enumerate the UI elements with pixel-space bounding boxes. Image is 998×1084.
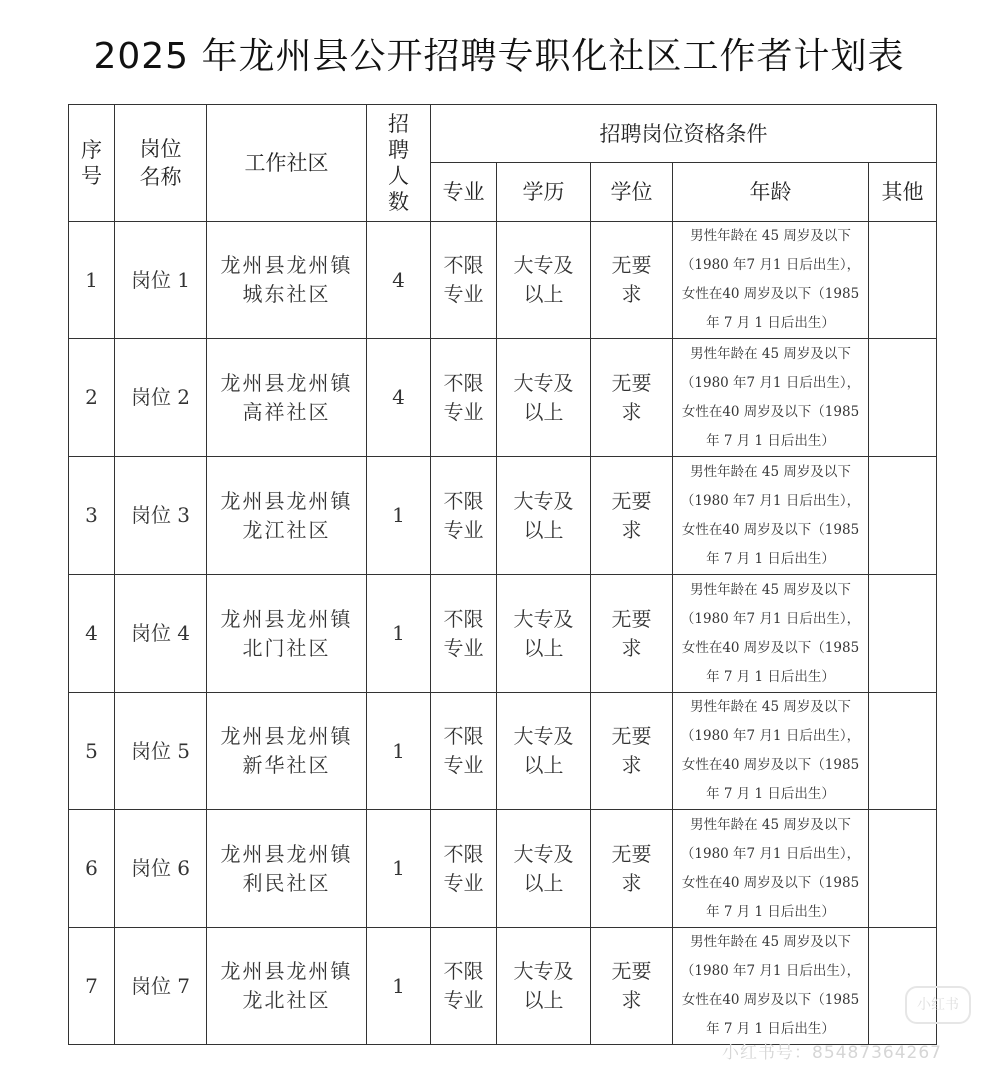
cell-community: 龙州县龙州镇北门社区	[207, 575, 367, 693]
cell-other	[869, 810, 937, 928]
cell-post: 岗位 2	[115, 339, 207, 457]
header-post-name: 岗位名称	[115, 105, 207, 222]
cell-education: 大专及以上	[497, 457, 591, 575]
cell-post: 岗位 1	[115, 222, 207, 339]
cell-age: 男性年龄在 45 周岁及以下 （1980 年7 月1 日后出生）， 女性在40 周岁及以下（1985 年 7 月 1 日后出生）	[673, 575, 869, 693]
cell-major: 不限专业	[431, 928, 497, 1045]
cell-age: 男性年龄在 45 周岁及以下 （1980 年7 月1 日后出生）， 女性在40 周岁及以下（1985 年 7 月 1 日后出生）	[673, 928, 869, 1045]
cell-education: 大专及以上	[497, 575, 591, 693]
cell-age: 男性年龄在 45 周岁及以下 （1980 年7 月1 日后出生）， 女性在40 周岁及以下（1985 年 7 月 1 日后出生）	[673, 457, 869, 575]
header-recruit-count: 招聘人数	[367, 105, 431, 222]
cell-community: 龙州县龙州镇城东社区	[207, 222, 367, 339]
header-age: 年龄	[673, 163, 869, 222]
cell-degree: 无要求	[591, 575, 673, 693]
cell-degree: 无要求	[591, 222, 673, 339]
cell-count: 1	[367, 575, 431, 693]
cell-major: 不限专业	[431, 810, 497, 928]
cell-other	[869, 575, 937, 693]
cell-post: 岗位 6	[115, 810, 207, 928]
cell-education: 大专及以上	[497, 693, 591, 810]
table-body	[69, 222, 937, 1045]
cell-post: 岗位 3	[115, 457, 207, 575]
watermark-logo: 小红书	[905, 986, 971, 1024]
cell-major: 不限专业	[431, 693, 497, 810]
table-row	[69, 928, 937, 1045]
cell-post: 岗位 4	[115, 575, 207, 693]
cell-seq: 6	[69, 810, 115, 928]
cell-degree: 无要求	[591, 928, 673, 1045]
cell-community: 龙州县龙州镇利民社区	[207, 810, 367, 928]
cell-age: 男性年龄在 45 周岁及以下 （1980 年7 月1 日后出生）， 女性在40 周岁及以下（1985 年 7 月 1 日后出生）	[673, 810, 869, 928]
header-degree: 学位	[591, 163, 673, 222]
cell-major: 不限专业	[431, 222, 497, 339]
cell-seq: 5	[69, 693, 115, 810]
table-row	[69, 457, 937, 575]
cell-other	[869, 693, 937, 810]
cell-age: 男性年龄在 45 周岁及以下 （1980 年7 月1 日后出生）， 女性在40 周岁及以下（1985 年 7 月 1 日后出生）	[673, 222, 869, 339]
table-row	[69, 339, 937, 457]
cell-other	[869, 222, 937, 339]
header-community: 工作社区	[207, 105, 367, 222]
cell-count: 4	[367, 339, 431, 457]
cell-seq: 4	[69, 575, 115, 693]
cell-education: 大专及以上	[497, 810, 591, 928]
header-major: 专业	[431, 163, 497, 222]
cell-other	[869, 457, 937, 575]
cell-community: 龙州县龙州镇新华社区	[207, 693, 367, 810]
cell-post: 岗位 7	[115, 928, 207, 1045]
cell-degree: 无要求	[591, 339, 673, 457]
cell-education: 大专及以上	[497, 928, 591, 1045]
header-education: 学历	[497, 163, 591, 222]
watermark-text: 小红书号：85487364267	[722, 1043, 942, 1063]
cell-major: 不限专业	[431, 457, 497, 575]
cell-seq: 7	[69, 928, 115, 1045]
cell-count: 1	[367, 810, 431, 928]
cell-count: 1	[367, 928, 431, 1045]
cell-degree: 无要求	[591, 693, 673, 810]
cell-degree: 无要求	[591, 457, 673, 575]
cell-seq: 3	[69, 457, 115, 575]
cell-other	[869, 339, 937, 457]
cell-community: 龙州县龙州镇高祥社区	[207, 339, 367, 457]
table-row	[69, 222, 937, 339]
cell-age: 男性年龄在 45 周岁及以下 （1980 年7 月1 日后出生）， 女性在40 周岁及以下（1985 年 7 月 1 日后出生）	[673, 693, 869, 810]
cell-major: 不限专业	[431, 339, 497, 457]
cell-age: 男性年龄在 45 周岁及以下 （1980 年7 月1 日后出生）， 女性在40 周岁及以下（1985 年 7 月 1 日后出生）	[673, 339, 869, 457]
cell-community: 龙州县龙州镇龙江社区	[207, 457, 367, 575]
cell-count: 1	[367, 693, 431, 810]
recruitment-plan-table	[68, 104, 937, 1045]
page-title: 2025 年龙州县公开招聘专职化社区工作者计划表	[93, 36, 905, 77]
header-other: 其他	[869, 163, 937, 222]
cell-education: 大专及以上	[497, 222, 591, 339]
header-row-1	[69, 105, 937, 163]
table-row	[69, 575, 937, 693]
cell-seq: 1	[69, 222, 115, 339]
header-seq: 序号	[69, 105, 115, 222]
cell-seq: 2	[69, 339, 115, 457]
header-qualifications: 招聘岗位资格条件	[431, 105, 937, 163]
cell-community: 龙州县龙州镇龙北社区	[207, 928, 367, 1045]
table-row	[69, 693, 937, 810]
cell-post: 岗位 5	[115, 693, 207, 810]
cell-count: 4	[367, 222, 431, 339]
cell-degree: 无要求	[591, 810, 673, 928]
cell-major: 不限专业	[431, 575, 497, 693]
cell-education: 大专及以上	[497, 339, 591, 457]
table-row	[69, 810, 937, 928]
cell-count: 1	[367, 457, 431, 575]
